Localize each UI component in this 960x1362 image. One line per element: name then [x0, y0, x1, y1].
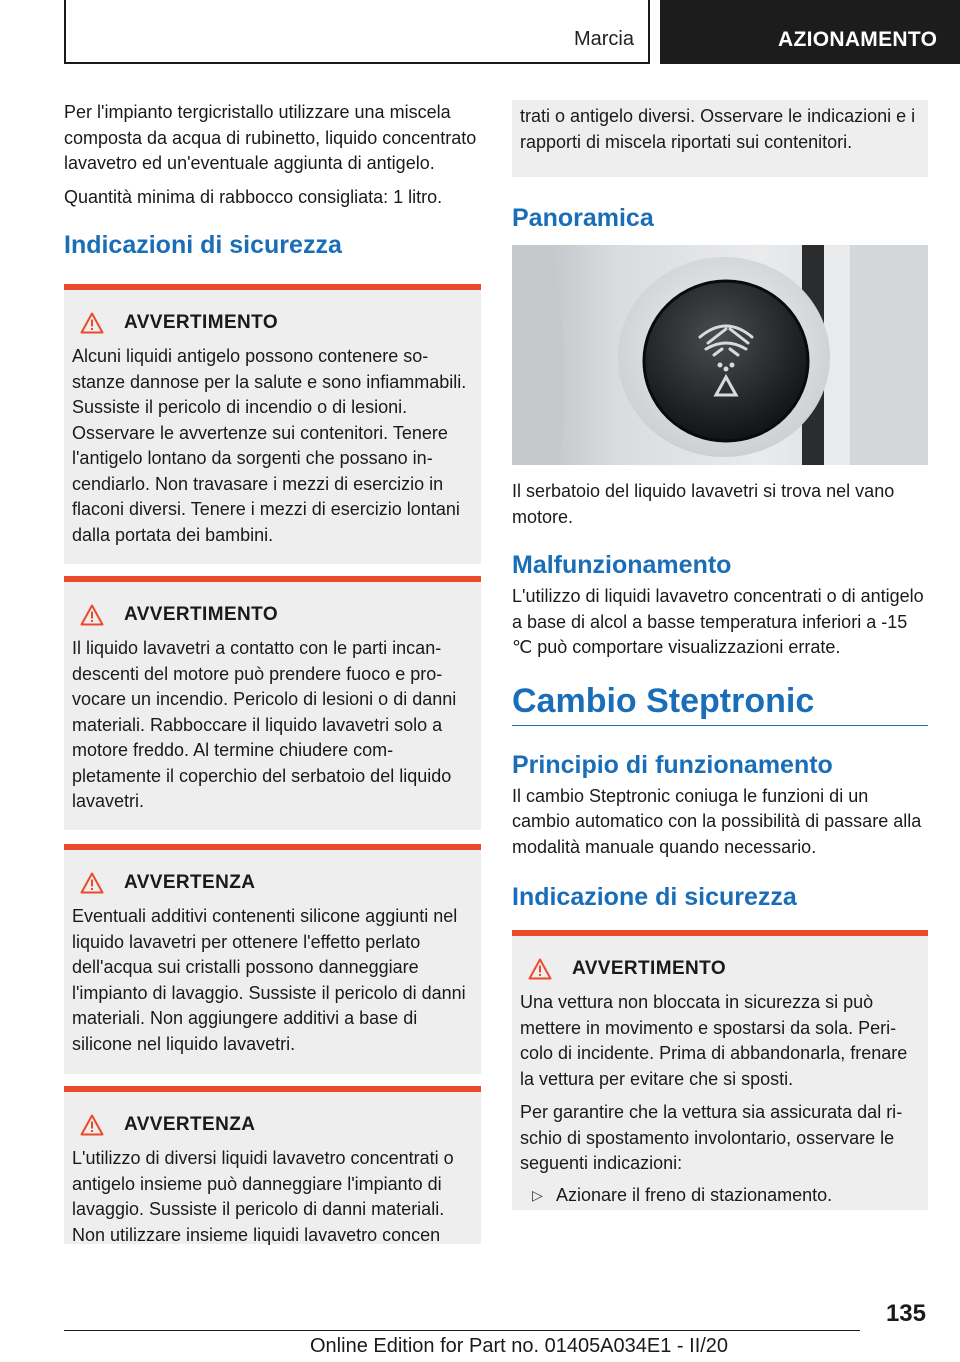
warning-continued-text: trati o antigelo diversi. Osservare le indicazioni e i rapporti di miscela riportati sui contenitori.	[520, 106, 916, 152]
principle-heading: Principio di funzionamento	[512, 750, 833, 779]
footer-divider	[64, 1330, 860, 1331]
malfunction-text: L'utilizzo di liquidi lavavetro concentrati o di antigelo a base di alcol a basse temperatura inferiori a -15 ℃ può comportare visualizzazioni errate.	[512, 586, 924, 657]
warning-text: Il liquido lavavetri a contatto con le parti incandescenti del motore può prendere fuoco e provocare un incendio. Pericolo di lesioni o di danni materiali. Rabboccare il liquido lavavetri solo a motore freddo. Al termine chiudere completamente il coperchio del serbatoio del liquido lavavetri.	[72, 638, 457, 811]
chapter-title: AZIONAMENTO	[778, 28, 938, 51]
warning-triangle-icon	[80, 1114, 104, 1136]
notice-box	[64, 844, 481, 1074]
warning-triangle-icon	[528, 958, 552, 980]
safety-heading: Indicazioni di sicurezza	[64, 231, 342, 259]
warning-box	[64, 284, 481, 564]
warning-triangle-icon	[80, 604, 104, 626]
principle-text: Il cambio Steptronic coniuga le funzioni di un cambio automatico con la possibilità di passare alla modalità manuale quando necessario.	[512, 785, 922, 857]
intro-paragraph: Per l'impianto tergicristallo utilizzare una miscela composta da acqua di rubinetto, liquido concentrato lavavetro ed un'eventuale aggiunta di antigelo.	[64, 102, 477, 173]
warning-triangle-icon	[80, 312, 104, 334]
warning-title: AVVERTIMENTO	[124, 604, 278, 625]
warning-box	[64, 576, 481, 830]
overview-text: Il serbatoio del liquido lavavetri si trova nel vano motore.	[512, 481, 895, 527]
chapter-title: Cambio Steptronic	[512, 681, 815, 720]
section-title: Marcia	[573, 28, 634, 50]
warning-text: Per garantire che la vettura sia assicurata dal rischio di spostamento involontario, osservare le seguenti indicazioni:	[520, 1102, 903, 1173]
warning-title: AVVERTIMENTO	[124, 312, 278, 333]
right-column	[512, 100, 928, 1210]
refill-quantity-paragraph: Quantità minima di rabbocco consigliata: 1 litro.	[64, 186, 443, 207]
warning-text: Una vettura non bloccata in sicurezza si può mettere in movimento e spostarsi da sola. Pericolo di incidente. Prima di abbandonarla, frenare la vettura per evitare che si sposti.	[520, 992, 908, 1089]
safety-notice-heading: Indicazione di sicurezza	[512, 883, 797, 911]
bullet-item	[520, 1183, 920, 1209]
warning-triangle-icon	[80, 872, 104, 894]
chapter-tab	[660, 0, 960, 64]
header-frame	[64, 0, 650, 64]
left-column	[64, 100, 481, 1244]
warning-title: AVVERTIMENTO	[572, 958, 726, 979]
warning-text: Alcuni liquidi antigelo possono contenere sostanze dannose per la salute e sono infiammabili. Sussiste il pericolo di incendio o di lesioni. Osservare le avvertenze sui contenitori. Tenere l'antigelo lontano da sorgenti che possano incendiarlo. Non travasare i mezzi di esercizio in flaconi diversi. Tenere i mezzi di esercizio lontani dalla portata dei bambini.	[72, 346, 467, 545]
notice-text: Eventuali additivi contenenti silicone aggiunti nel liquido lavavetri per ottenere l'effetto perlato dell'acqua sui cristalli possono danneggiare l'impianto di lavaggio. Sussiste il pericolo di danni materiali. Non aggiungere additivi a base di silicone nel liquido lavavetri.	[72, 906, 466, 1054]
bullet-text: Azionare il freno di stazionamento.	[556, 1184, 833, 1205]
notice-text: L'utilizzo di diversi liquidi lavavetro concentrati o antigelo insieme può danneggiare l'impianto di lavaggio. Sussiste il pericolo di danni materiali. Non utilizzare insieme liquidi lavavetro concen	[72, 1148, 454, 1245]
notice-box	[64, 1086, 481, 1244]
malfunction-heading: Malfunzionamento	[512, 551, 732, 579]
washer-reservoir-photo	[512, 245, 928, 465]
footer-edition: Online Edition for Part no. 01405A034E1 - II/20	[310, 1335, 729, 1357]
notice-title: AVVERTENZA	[124, 1114, 256, 1135]
overview-heading: Panoramica	[512, 204, 654, 232]
warning-box	[512, 930, 928, 1210]
chapter-title-block	[512, 681, 928, 726]
page-number: 135	[885, 1300, 926, 1327]
bullet-triangle-icon: ▷	[532, 1186, 543, 1203]
warning-continuation	[512, 100, 928, 177]
notice-title: AVVERTENZA	[124, 872, 256, 893]
